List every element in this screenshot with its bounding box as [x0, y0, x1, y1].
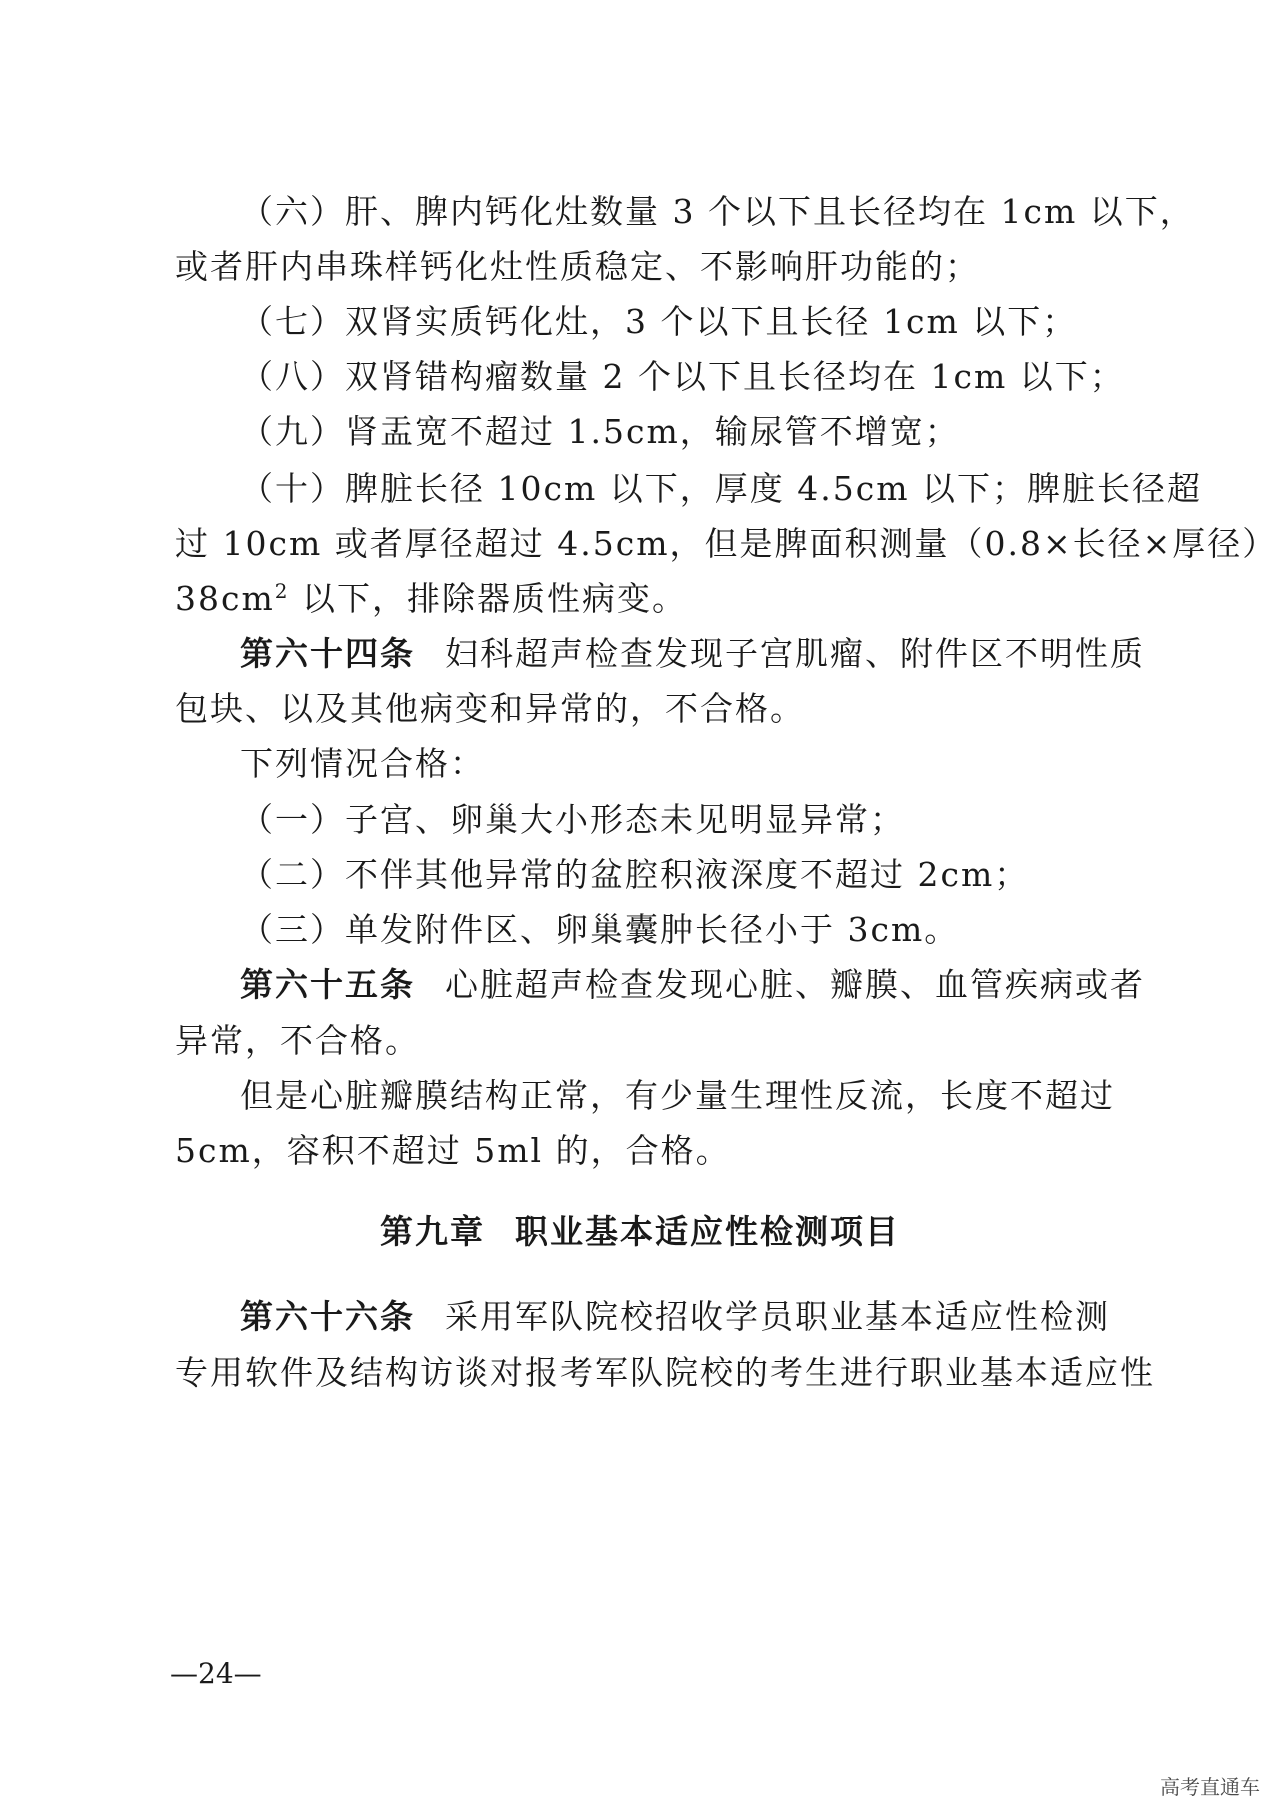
text-line: 包块、以及其他病变和异常的，不合格。: [175, 689, 805, 728]
article-64-heading-line: 第六十四条 妇科超声检查发现子宫肌瘤、附件区不明性质: [240, 634, 1145, 673]
text-line: （九）肾盂宽不超过 1.5cm，输尿管不增宽；: [240, 412, 960, 451]
article-label: 第六十五条: [240, 965, 415, 1004]
text-line: 异常，不合格。: [175, 1021, 420, 1060]
article-label: 第六十四条: [240, 634, 415, 673]
text-line: 但是心脏瓣膜结构正常，有少量生理性反流，长度不超过: [240, 1076, 1115, 1115]
chapter-title: 职业基本适应性检测项目: [515, 1212, 900, 1251]
text-line: 5cm，容积不超过 5ml 的，合格。: [175, 1131, 731, 1170]
chapter-heading: [0, 1212, 1280, 1252]
text-line: （一）子宫、卵巢大小形态未见明显异常；: [240, 800, 905, 839]
page-number: —24—: [170, 1657, 262, 1690]
text-line: 或者肝内串珠样钙化灶性质稳定、不影响肝功能的；: [175, 247, 980, 286]
chapter-number: 第九章: [380, 1212, 485, 1251]
text-line: （七）双肾实质钙化灶，3 个以下且长径 1cm 以下；: [240, 302, 1078, 341]
text-line: （二）不伴其他异常的盆腔积液深度不超过 2cm；: [240, 855, 1030, 894]
text-line: （十）脾脏长径 10cm 以下，厚度 4.5cm 以下；脾脏长径超: [240, 469, 1202, 508]
text-line: 过 10cm 或者厚径超过 4.5cm，但是脾面积测量（0.8×长径×厚径）: [175, 524, 1278, 563]
text-line: 专用软件及结构访谈对报考军队院校的考生进行职业基本适应性: [175, 1353, 1155, 1392]
text-line: （八）双肾错构瘤数量 2 个以下且长径均在 1cm 以下；: [240, 357, 1125, 396]
text-line: $38cm^2$ 以下，排除器质性病变。: [175, 579, 687, 618]
superscript: 2: [274, 579, 290, 603]
text-line: 下列情况合格：: [240, 744, 485, 783]
text-line: （三）单发附件区、卵巢囊肿长径小于 3cm。: [240, 910, 960, 949]
article-65-heading-line: 第六十五条 心脏超声检查发现心脏、瓣膜、血管疾病或者: [240, 965, 1145, 1004]
article-label: 第六十六条: [240, 1297, 415, 1336]
watermark: 高考直通车: [1160, 1775, 1260, 1799]
text-line: （六）肝、脾内钙化灶数量 3 个以下且长径均在 1cm 以下，: [240, 192, 1195, 231]
article-66-heading-line: 第六十六条 采用军队院校招收学员职业基本适应性检测: [240, 1297, 1110, 1336]
